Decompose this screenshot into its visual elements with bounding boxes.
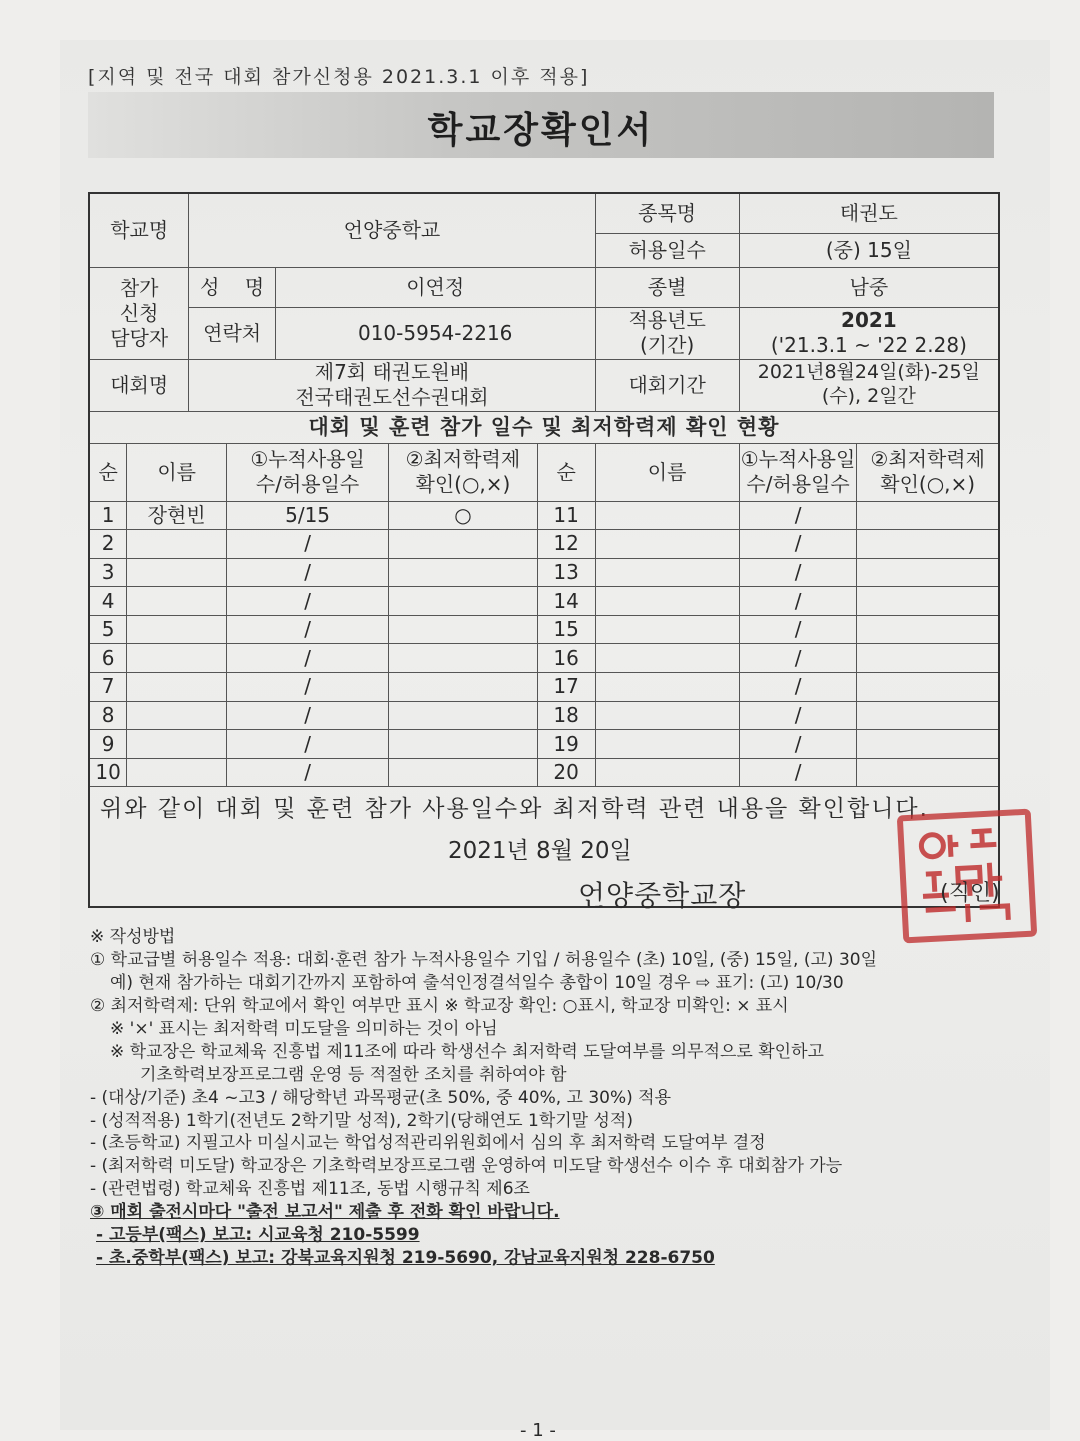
table-row: [89, 758, 999, 787]
athlete-name: [127, 673, 227, 702]
row-number: 19: [537, 730, 595, 759]
table-row: [89, 587, 999, 616]
athlete-name: [595, 558, 739, 587]
competition-period: 2021년8월24일(화)-25일(수), 2일간: [739, 359, 999, 411]
min-academic-check: [857, 730, 999, 759]
table-row: [89, 701, 999, 730]
used-days: /: [739, 758, 857, 787]
notes-heading: ※ 작성방법: [90, 927, 176, 947]
note-2b: ※ 학교장은 학교체육 진흥법 제11조에 따라 학생선수 최저학력 도달여부를 의무적으로 확인하고: [110, 1041, 824, 1062]
page-number: - 1 -: [520, 1420, 556, 1441]
used-days: /: [227, 730, 389, 759]
table-row: [89, 530, 999, 559]
row-number: 12: [537, 530, 595, 559]
athlete-name: [127, 530, 227, 559]
used-days: /: [227, 644, 389, 673]
row-number: 2: [89, 530, 127, 559]
min-academic-check: [389, 615, 538, 644]
detail-4: - (최저학력 미도달) 학교장은 기초학력보장프로그램 운영하여 미도달 학생선수 이수 후 대회참가 가능: [90, 1156, 843, 1177]
athlete-name: 장현빈: [127, 501, 227, 530]
applicant-label: 참가 신청 담당자: [89, 267, 189, 359]
min-academic-check: [857, 673, 999, 702]
athlete-name: [595, 758, 739, 787]
min-academic-check: [389, 673, 538, 702]
school-name: 언양중학교: [189, 193, 595, 267]
note-2c: 기초학력보장프로그램 운영 등 적절한 조치를 취하여야 함: [140, 1064, 567, 1085]
col-name-left: 이름: [127, 443, 227, 501]
athlete-name: [595, 501, 739, 530]
row-number: 3: [89, 558, 127, 587]
min-academic-check: [857, 587, 999, 616]
min-academic-check: [857, 558, 999, 587]
gender-value: 남중: [739, 267, 999, 307]
athlete-name: [127, 730, 227, 759]
row-number: 10: [89, 758, 127, 787]
col-no-left: 순: [89, 443, 127, 501]
note-3: ③ 매회 출전시마다 "출전 보고서" 제출 후 전화 확인 바랍니다.: [90, 1202, 560, 1223]
used-days: /: [739, 730, 857, 759]
principal-signature: 언양중학교장: [578, 879, 747, 912]
allowed-days-label: 허용일수: [595, 233, 739, 267]
note-1b: 예) 현재 참가하는 대회기간까지 포함하여 출석인정결석일수 총합이 10일 경우 ⇨ 표기: (고) 10/30: [110, 972, 844, 993]
used-days: /: [227, 530, 389, 559]
used-days: /: [739, 530, 857, 559]
gender-label: 종별: [595, 267, 739, 307]
min-academic-check: [389, 558, 538, 587]
used-days: /: [739, 558, 857, 587]
note-2a: ※ '×' 표시는 최저학력 미도달을 의미하는 것이 아님: [110, 1018, 498, 1039]
athlete-name: [127, 701, 227, 730]
used-days: /: [739, 587, 857, 616]
detail-1: - (대상/기준) 초4 ~고3 / 해당학년 과목평균(초 50%, 중 40%, 고 30%) 적용: [90, 1087, 672, 1108]
athlete-name: [127, 758, 227, 787]
allowed-days-value: (중) 15일: [739, 233, 999, 267]
row-number: 17: [537, 673, 595, 702]
col-name-right: 이름: [595, 443, 739, 501]
used-days: /: [739, 644, 857, 673]
min-academic-check: [857, 701, 999, 730]
confirmation-text: 위와 같이 대회 및 훈련 참가 사용일수와 최저학력 관련 내용을 확인합니다.: [100, 796, 929, 822]
min-academic-check: [389, 530, 538, 559]
report-high-school: - 고등부(팩스) 보고: 시교육청 210-5599: [96, 1225, 420, 1246]
contact-label: 연락처: [189, 307, 276, 359]
row-number: 6: [89, 644, 127, 673]
row-number: 13: [537, 558, 595, 587]
min-academic-check: [857, 530, 999, 559]
used-days: /: [739, 673, 857, 702]
athlete-name: [595, 530, 739, 559]
name-label: 성 명: [189, 267, 276, 307]
used-days: /: [227, 558, 389, 587]
document-title: 학교장확인서: [427, 110, 655, 151]
row-number: 5: [89, 615, 127, 644]
period-label: 적용년도 (기간): [595, 307, 739, 359]
col-days-left: ①누적사용일 수/허용일수: [227, 443, 389, 501]
contact-value: 010-5954-2216: [275, 307, 595, 359]
table-row: [89, 644, 999, 673]
min-academic-check: [389, 587, 538, 616]
status-title: 대회 및 훈련 참가 일수 및 최저학력제 확인 현황: [89, 411, 999, 443]
athlete-name: [595, 730, 739, 759]
event-value: 태권도: [739, 193, 999, 233]
athlete-name: [127, 587, 227, 616]
used-days: /: [227, 758, 389, 787]
period-value: 2021 ('21.3.1 ~ '22 2.28): [739, 307, 999, 359]
used-days: /: [227, 673, 389, 702]
used-days: 5/15: [227, 501, 389, 530]
row-number: 9: [89, 730, 127, 759]
athlete-name: [595, 644, 739, 673]
row-number: 4: [89, 587, 127, 616]
used-days: /: [227, 587, 389, 616]
athlete-name: [595, 615, 739, 644]
used-days: /: [227, 701, 389, 730]
min-academic-check: [389, 644, 538, 673]
used-days: /: [739, 615, 857, 644]
row-number: 7: [89, 673, 127, 702]
min-academic-check: [857, 644, 999, 673]
row-number: 20: [537, 758, 595, 787]
min-academic-check: [857, 758, 999, 787]
athlete-name: [127, 558, 227, 587]
detail-2: - (성적적용) 1학기(전년도 2학기말 성적), 2학기(당해연도 1학기말 성적): [90, 1110, 633, 1131]
note-2: ② 최저학력제: 단위 학교에서 확인 여부만 표시 ※ 학교장 확인: ○표시, 학교장 미확인: × 표시: [90, 995, 789, 1016]
table-row: [89, 673, 999, 702]
min-academic-check: [389, 758, 538, 787]
instructions: [90, 926, 1050, 1270]
min-academic-check: [857, 615, 999, 644]
competition-period-label: 대회기간: [595, 359, 739, 411]
detail-5: - (관련법령) 학교체육 진흥법 제11조, 동법 시행규칙 제6조: [90, 1179, 530, 1200]
row-number: 15: [537, 615, 595, 644]
col-min-left: ②최저학력제 확인(○,×): [389, 443, 538, 501]
header-note: [지역 및 전국 대회 참가신청용 2021.3.1 이후 적용]: [88, 66, 590, 88]
title-band: [88, 92, 994, 158]
row-number: 16: [537, 644, 595, 673]
min-academic-check: [389, 701, 538, 730]
note-1a: ① 학교급별 허용일수 적용: 대회·훈련 참가 누적사용일수 기입 / 허용일수 (초) 10일, (중) 15일, (고) 30일: [90, 949, 878, 970]
row-number: 8: [89, 701, 127, 730]
min-academic-check: [389, 730, 538, 759]
athlete-name: [595, 701, 739, 730]
table-row: [89, 558, 999, 587]
athlete-name: [595, 673, 739, 702]
col-min-right: ②최저학력제 확인(○,×): [857, 443, 999, 501]
competition-name: 제7회 태권도원배 전국태권도선수권대회: [189, 359, 595, 411]
school-label: 학교명: [89, 193, 189, 267]
table-row: [89, 730, 999, 759]
col-no-right: 순: [537, 443, 595, 501]
report-elementary-middle: - 초.중학부(팩스) 보고: 강북교육지원청 219-5690, 강남교육지원청 228-6750: [96, 1248, 715, 1269]
event-label: 종목명: [595, 193, 739, 233]
col-days-right: ①누적사용일 수/허용일수: [739, 443, 857, 501]
min-academic-check: ○: [389, 501, 538, 530]
row-number: 14: [537, 587, 595, 616]
used-days: /: [227, 615, 389, 644]
min-academic-check: [857, 501, 999, 530]
row-number: 1: [89, 501, 127, 530]
row-number: 11: [537, 501, 595, 530]
used-days: /: [739, 501, 857, 530]
competition-label: 대회명: [89, 359, 189, 411]
table-row: [89, 501, 999, 530]
table-row: [89, 615, 999, 644]
athlete-name: [127, 644, 227, 673]
confirmation-date: 2021년 8월 20일: [448, 838, 632, 864]
used-days: /: [739, 701, 857, 730]
detail-3: - (초등학교) 지필고사 미실시교는 학업성적관리위원회에서 심의 후 최저학력 도달여부 결정: [90, 1133, 766, 1154]
row-number: 18: [537, 701, 595, 730]
athlete-name: [595, 587, 739, 616]
applicant-name: 이연정: [275, 267, 595, 307]
athlete-name: [127, 615, 227, 644]
seal-label: (직인): [940, 881, 1000, 906]
